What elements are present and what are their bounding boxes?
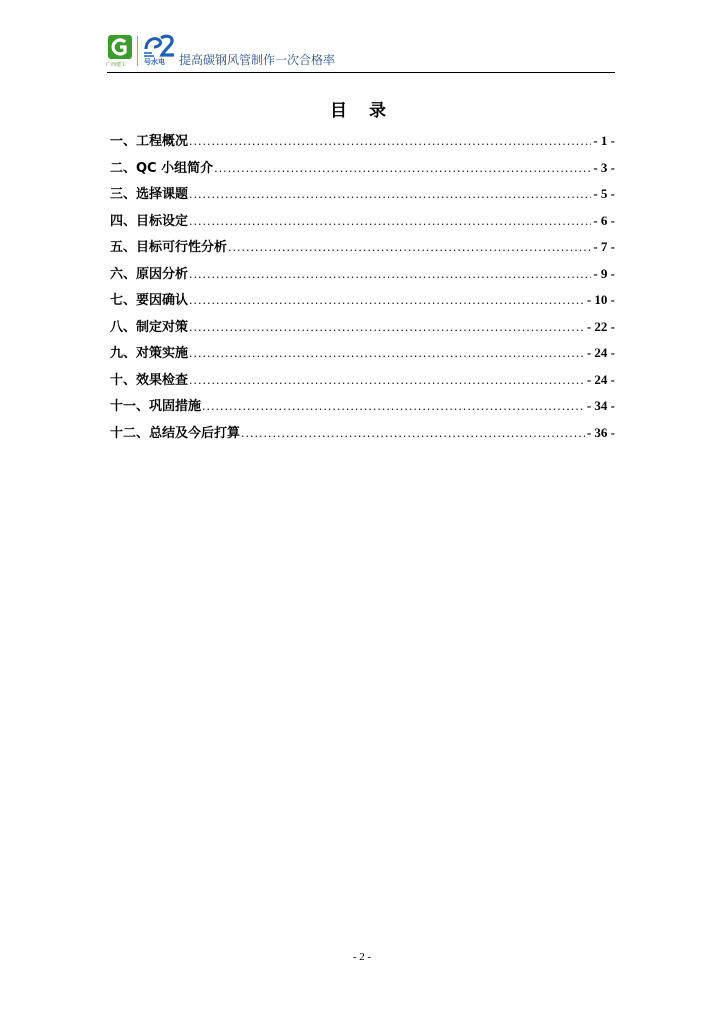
toc-dot-leader <box>202 400 585 413</box>
toc-entry-label: 七、要因确认 <box>110 293 189 308</box>
page-header <box>107 30 615 73</box>
toc-dot-leader <box>189 347 585 360</box>
toc-dot-leader <box>228 241 591 254</box>
toc-entry-page: - 9 - <box>593 265 615 281</box>
header-title: 提高碳钢风管制作一次合格率 <box>179 53 336 67</box>
logo-divider <box>137 36 138 66</box>
toc-title: 目 录 <box>330 101 394 121</box>
toc-entry-label: 九、对策实施 <box>110 346 189 361</box>
toc-entry-page: - 36 - <box>586 424 615 440</box>
toc-entry-page: - 22 - <box>586 318 615 334</box>
toc-entry-page: - 5 - <box>593 186 615 201</box>
logo-caption-hydropower: 号水电 <box>144 58 165 66</box>
toc-entry-page: - 10 - <box>586 292 615 307</box>
toc-entry[interactable] <box>110 183 615 210</box>
toc-entry-label: 五、目标可行性分析 <box>110 240 228 255</box>
toc-dot-leader <box>189 321 585 334</box>
toc-entry-label: 一、工程概况 <box>110 134 189 149</box>
toc-dot-leader <box>189 268 591 281</box>
toc-dot-leader <box>189 215 591 228</box>
toc-entry-page: - 3 - <box>593 159 615 175</box>
toc-entry-page: - 7 - <box>593 239 615 254</box>
toc-entry-label: 十二、总结及今后打算 <box>110 425 241 441</box>
toc-entry[interactable] <box>110 130 615 157</box>
logo-caption-gxjg: 广西建工 <box>106 62 127 68</box>
toc-entry[interactable] <box>110 316 615 343</box>
toc-entry[interactable] <box>110 236 615 263</box>
toc-entry[interactable] <box>110 289 615 316</box>
toc-entry-page: - 24 - <box>586 345 615 360</box>
toc-dot-leader <box>214 162 591 175</box>
toc-dot-leader <box>189 135 591 148</box>
toc-entry-page: - 34 - <box>586 398 615 413</box>
toc-entry[interactable] <box>110 395 615 422</box>
toc-entry[interactable] <box>110 342 615 369</box>
toc-entry-label: 十一、巩固措施 <box>110 399 202 414</box>
toc-entry-label: 十、效果检查 <box>110 372 189 388</box>
table-of-contents <box>110 130 615 448</box>
toc-dot-leader <box>241 427 585 440</box>
hydropower-logo-icon <box>142 33 176 59</box>
toc-entry-page: - 24 - <box>586 371 615 387</box>
toc-entry-page: - 1 - <box>593 133 615 148</box>
toc-dot-leader <box>189 294 585 307</box>
toc-entry-label: 二、QC 小组简介 <box>110 160 214 176</box>
toc-entry[interactable] <box>110 210 615 237</box>
toc-dot-leader <box>189 374 585 387</box>
toc-entry[interactable] <box>110 422 615 449</box>
toc-entry[interactable] <box>110 157 615 184</box>
toc-entry-page: - 6 - <box>593 212 615 228</box>
toc-entry[interactable] <box>110 263 615 290</box>
toc-entry-label: 八、制定对策 <box>110 319 189 335</box>
toc-dot-leader <box>189 188 591 201</box>
toc-entry[interactable] <box>110 369 615 396</box>
footer-page-number: - 2 - <box>352 951 372 963</box>
toc-entry-label: 六、原因分析 <box>110 266 189 282</box>
toc-entry-label: 四、目标设定 <box>110 213 189 229</box>
toc-entry-label: 三、选择课题 <box>110 187 189 202</box>
